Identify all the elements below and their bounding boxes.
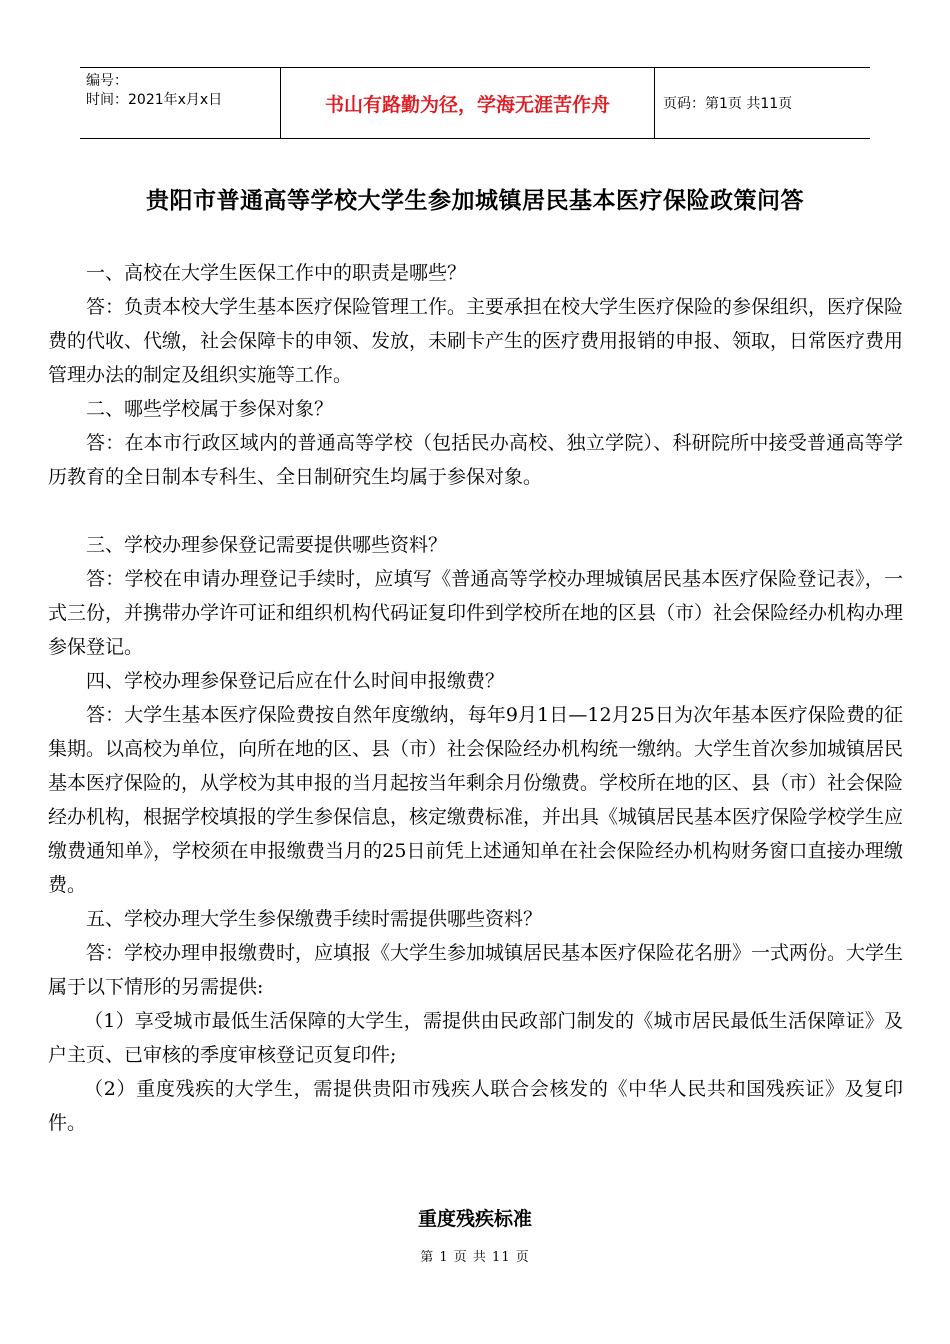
list-item-2: （2）重度残疾的大学生，需提供贵阳市残疾人联合会核发的《中华人民共和国残疾证》及复印件。 bbox=[48, 1078, 903, 1134]
page-footer: 第 1 页 共 11 页 bbox=[420, 1250, 530, 1265]
motto-text: 书山有路勤为径，学海无涯苦作舟 bbox=[324, 93, 610, 116]
header-motto-cell bbox=[280, 68, 655, 138]
question-4: 四、学校办理参保登记后应在什么时间申报缴费？ bbox=[86, 670, 505, 692]
list-item-1: （1）享受城市最低生活保障的大学生，需提供由民政部门制发的《城市居民最低生活保障证》及户主页、已审核的季度审核登记页复印件; bbox=[48, 1010, 903, 1066]
question-3: 三、学校办理参保登记需要提供哪些资料？ bbox=[86, 534, 448, 556]
header-page-info bbox=[655, 68, 870, 138]
section-subheading: 重度残疾标准 bbox=[417, 1208, 532, 1230]
header-meta bbox=[80, 68, 280, 138]
answer-5: 答：学校办理申报缴费时，应填报《大学生参加城镇居民基本医疗保险花名册》一式两份。大学生属于以下情形的另需提供: bbox=[48, 942, 904, 998]
answer-4: 答：大学生基本医疗保险费按自然年度缴纳，每年9月1日—12月25日为次年基本医疗保险费的征集期。以高校为单位，向所在地的区、县（市）社会保险经办机构统一缴纳。大学生首次参加城镇居民基本医疗保险的，从学校为其申报的当月起按当年剩余月份缴费。学校所在地的区、县（市）社会保险经办机构，根据学校填报的学生参保信息，核定缴费标准，并出具《城镇居民基本医疗保险学校学生应缴费通知单》，学校须在申报缴费当月的25日前凭上述通知单在社会保险经办机构财务窗口直接办理缴费。 bbox=[48, 704, 904, 896]
document-title: 贵阳市普通高等学校大学生参加城镇居民基本医疗保险政策问答 bbox=[146, 188, 804, 214]
date-label: 时间：2021年x月x日 bbox=[86, 92, 223, 108]
question-1: 一、高校在大学生医保工作中的职责是哪些？ bbox=[86, 262, 467, 284]
answer-3: 答：学校在申请办理登记手续时，应填写《普通高等学校办理城镇居民基本医疗保险登记表》，一式三份，并携带办学许可证和组织机构代码证复印件到学校所在地的区县（市）社会保险经办机构办理参保登记。 bbox=[48, 568, 904, 658]
answer-2: 答：在本市行政区域内的普通高等学校（包括民办高校、独立学院）、科研院所中接受普通高等学历教育的全日制本专科生、全日制研究生均属于参保对象。 bbox=[48, 432, 903, 488]
header-table bbox=[80, 67, 870, 139]
document-body bbox=[48, 256, 903, 1140]
number-label: 编号： bbox=[86, 73, 128, 89]
question-2: 二、哪些学校属于参保对象？ bbox=[86, 398, 334, 420]
page-info-text: 页码：第1页 共11页 bbox=[663, 96, 793, 112]
question-5: 五、学校办理大学生参保缴费手续时需提供哪些资料？ bbox=[86, 908, 543, 930]
answer-1: 答：负责本校大学生基本医疗保险管理工作。主要承担在校大学生医疗保险的参保组织，医疗保险费的代收、代缴，社会保障卡的申领、发放，未刷卡产生的医疗费用报销的申报、领取，日常医疗费用管理办法的制定及组织实施等工作。 bbox=[48, 296, 904, 386]
